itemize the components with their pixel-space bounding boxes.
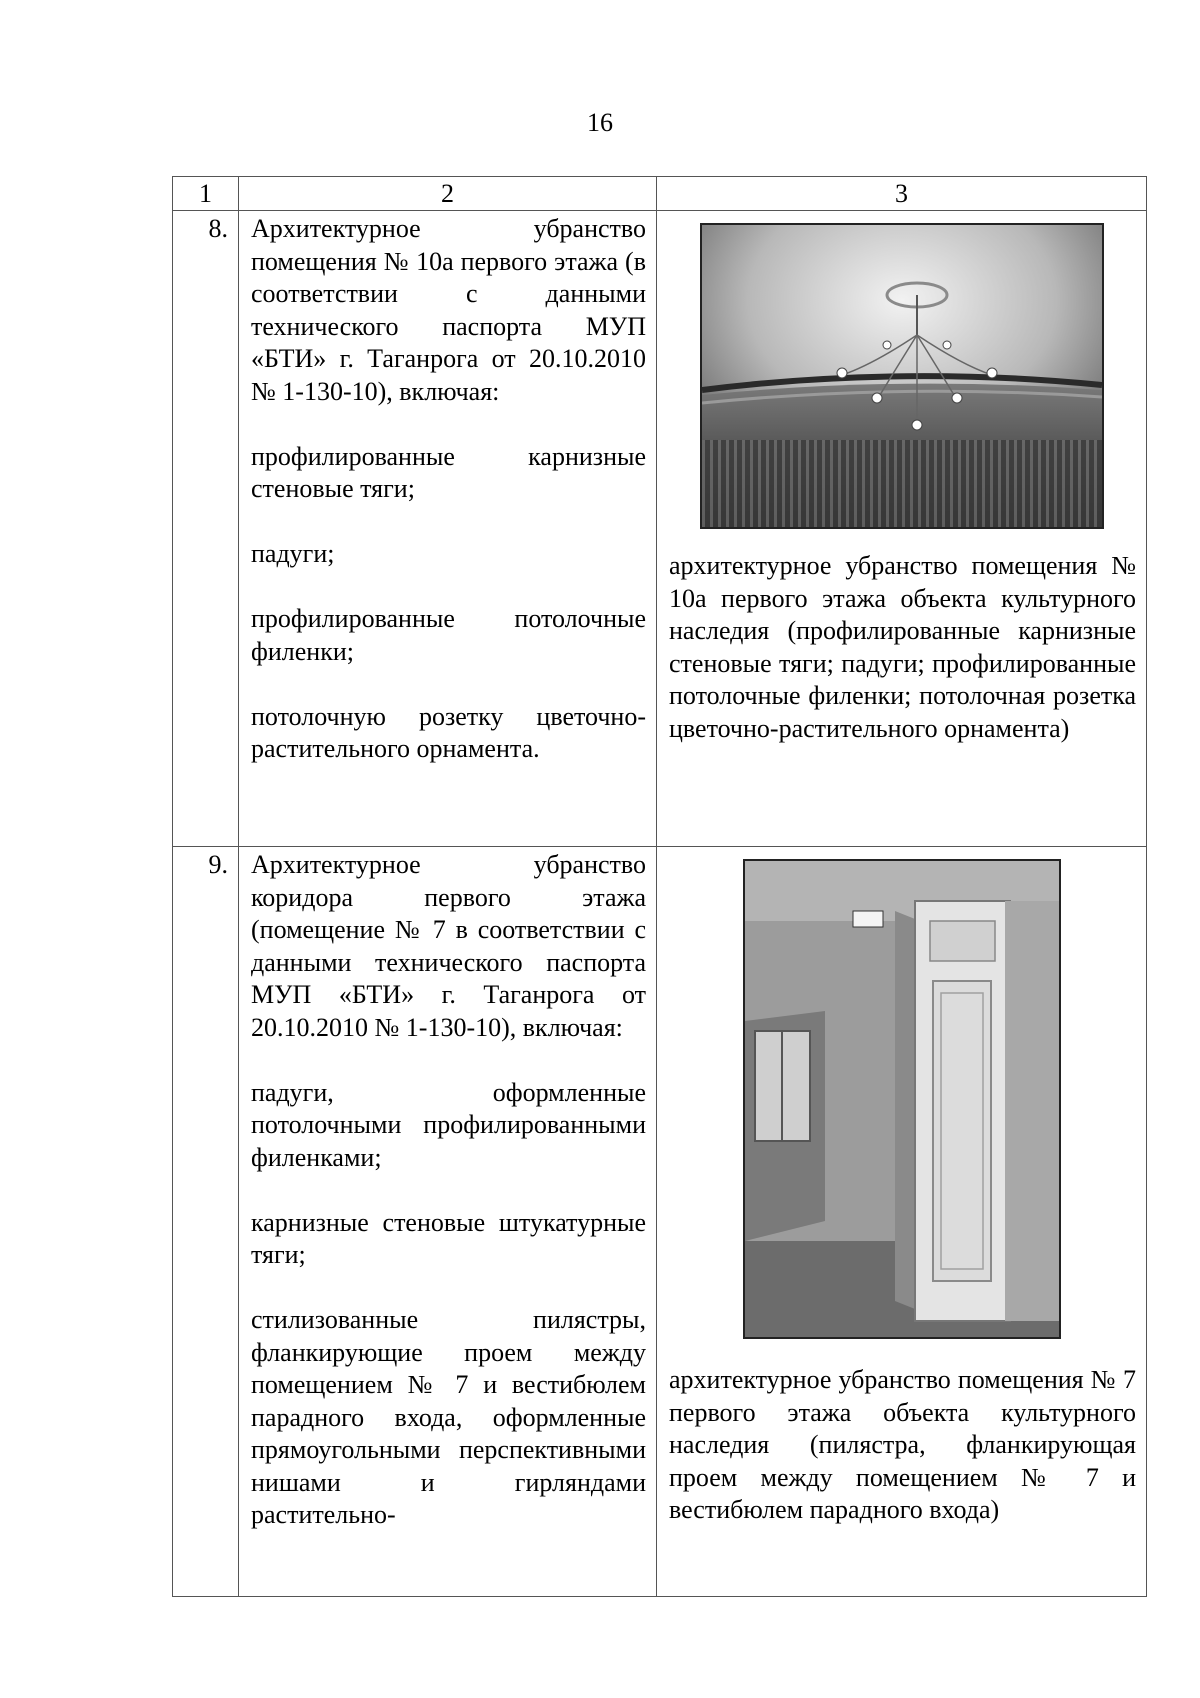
row-number: 9.	[173, 847, 239, 1597]
description-paragraph: стилизованные пилястры, фланкирующие проем между помещением № 7 и вестибюлем парадного входа, оформленные прямоугольными перспективными нишами и гирляндами растительно-	[251, 1305, 646, 1529]
row-description	[239, 847, 657, 1597]
row-description	[239, 211, 657, 847]
description-paragraph: профилированные потолочные филенки;	[251, 604, 646, 666]
description-paragraph: Архитектурное убранство коридора первого этажа (помещение № 7 в соответствии с данными технического паспорта МУП «БТИ» г. Таганрога от 20.10.2010 № 1-130-10), включая:	[251, 850, 646, 1042]
row-illustration-cell	[657, 211, 1147, 847]
photo-caption: архитектурное убранство помещения № 10а первого этажа объекта культурного наследия (профилированные карнизные стеновые тяги; падуги; профилированные потолочные филенки; потолочная розетка цветочно-растительного орнамента)	[669, 551, 1136, 743]
description-paragraph: Архитектурное убранство помещения № 10а первого этажа (в соответствии с данными технического паспорта МУП «БТИ» г. Таганрога от 20.10.2010 № 1-130-10), включая:	[251, 214, 646, 406]
heritage-table	[172, 176, 1147, 1597]
description-paragraph: карнизные стеновые штукатурные тяги;	[251, 1207, 646, 1269]
description-paragraph: потолочную розетку цветочно-растительного орнамента.	[251, 701, 646, 763]
description-paragraph: падуги, оформленные потолочными профилированными филенками;	[251, 1077, 646, 1172]
header-cell-1: 1	[173, 177, 239, 211]
table-header-row	[173, 177, 1147, 211]
header-cell-2: 2	[239, 177, 657, 211]
page-number: 16	[587, 108, 613, 137]
description-paragraph: профилированные карнизные стеновые тяги;	[251, 441, 646, 503]
row-illustration-cell	[657, 847, 1147, 1597]
corridor-pilaster-photo	[743, 859, 1061, 1339]
photo-caption: архитектурное убранство помещения № 7 первого этажа объекта культурного наследия (пилястра, фланкирующая проем между помещением № 7 и вестибюлем парадного входа)	[669, 1365, 1136, 1524]
row-number: 8.	[173, 211, 239, 847]
description-paragraph: падуги;	[251, 539, 335, 568]
header-cell-3: 3	[657, 177, 1147, 211]
ceiling-chandelier-photo	[700, 223, 1104, 529]
table-row	[173, 847, 1147, 1597]
table-row	[173, 211, 1147, 847]
